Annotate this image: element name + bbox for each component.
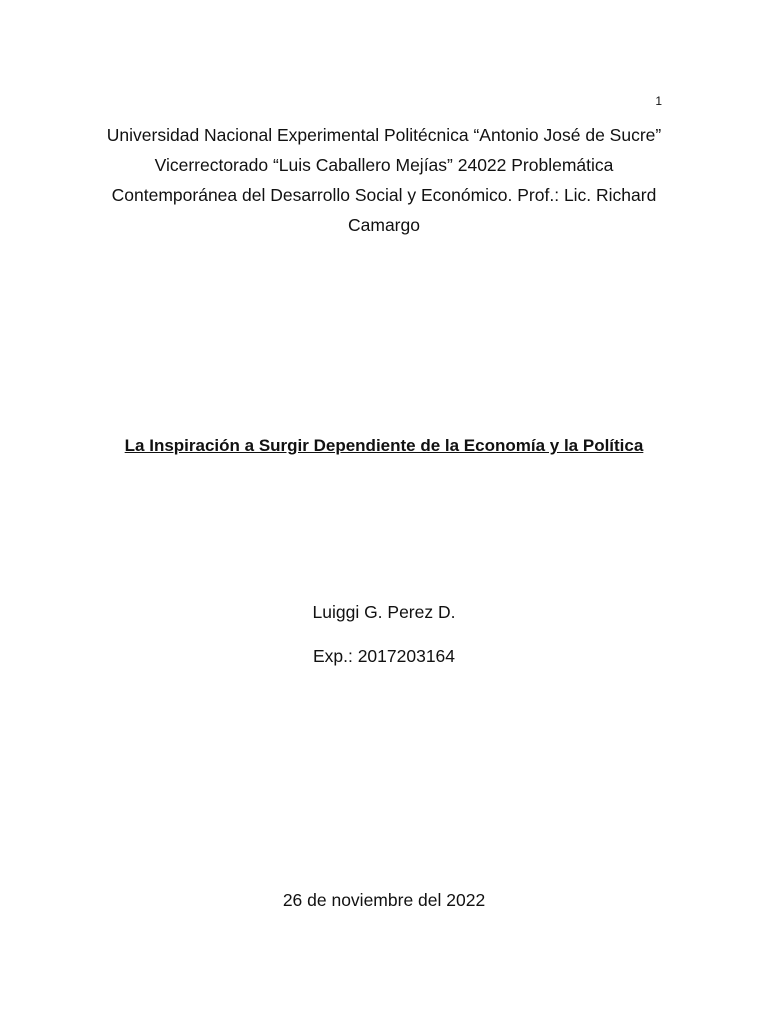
page-number: 1: [655, 94, 662, 108]
author-name: Luiggi G. Perez D.: [312, 602, 456, 622]
institution-heading: Universidad Nacional Experimental Politécnica “Antonio José de Sucre” Vicerrectorado “Luis Caballero Mejías” 24022 Problemática Contemporánea del Desarrollo Social y Económico. Prof.: Lic. Richard Camargo: [106, 125, 662, 235]
author-expediente: Exp.: 2017203164: [312, 646, 456, 666]
document-title: La Inspiración a Surgir Dependiente de la Economía y la Política: [124, 436, 644, 455]
document-date: 26 de noviembre del 2022: [282, 890, 486, 910]
